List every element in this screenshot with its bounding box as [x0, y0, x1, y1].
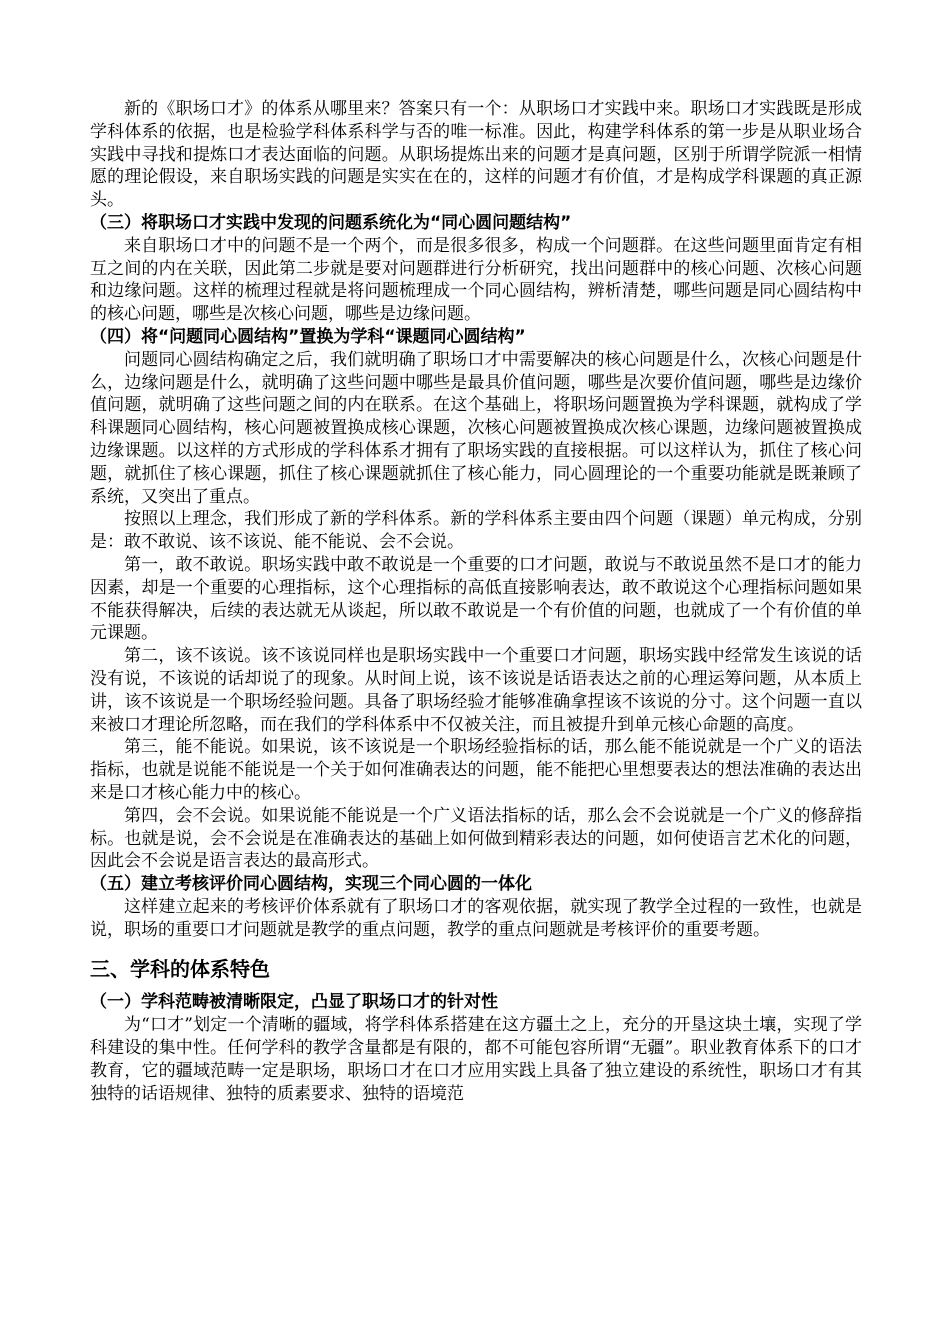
paragraph-first-dare: 第一，敢不敢说。职场实践中敢不敢说是一个重要的口才问题，敢说与不敢说虽然不是口才的能力因素，却是一个重要的心理指标，这个心理指标的高低直接影响表达，敢不敢说这个心理指标问题如果不能获得解决，后续的表达就无从谈起，所以敢不敢说是一个有价值的问题，也就成了一个有价值的单元课题。	[90, 554, 862, 644]
subheading-3-1: （一）学科范畴被清晰限定，凸显了职场口才的针对性	[90, 992, 498, 1013]
subheading-5: （五）建立考核评价同心圆结构，实现三个同心圆的一体化	[90, 874, 532, 895]
paragraph-origin-of-system: 新的《职场口才》的体系从哪里来？答案只有一个：从职场口才实践中来。职场口才实践既是形成学科体系的依据，也是检验学科体系科学与否的唯一标准。因此，构建学科体系的第一步是从职业场合实践中寻找和提炼口才表达面临的问题。从职场提炼出来的问题才是真问题，区别于所谓学院派一相情愿的理论假设，来自职场实践的问题是实实在在的，这样的问题才有价值，才是构成学科课题的真正源头。	[90, 99, 862, 211]
document-page	[90, 98, 862, 1105]
paragraph-third-can: 第三，能不能说。如果说，该不该说是一个职场经验指标的话，那么能不能说就是一个广义的语法指标，也就是说能不能说是一个关于如何准确表达的问题，能不能把心里想要表达的想法准确的表达出来是口才核心能力中的核心。	[90, 737, 862, 803]
paragraph-concentric-replacement: 问题同心圆结构确定之后，我们就明确了职场口才中需要解决的核心问题是什么，次核心问题是什么，边缘问题是什么，就明确了这些问题中哪些是最具价值问题，哪些是次要价值问题，哪些是边缘价值问题，就明确了这些问题之间的内在联系。在这个基础上，将职场问题置换为学科课题，就构成了学科课题同心圆结构，核心问题被置换成核心课题，次核心问题被置换成次核心课题，边缘问题被置换成边缘课题。以这样的方式形成的学科体系才拥有了职场实践的直接根据。可以这样认为，抓住了核心问题，就抓住了核心课题，抓住了核心课题就抓住了核心能力，同心圆理论的一个重要功能就是既兼顾了系统，又突出了重点。	[90, 349, 862, 507]
subheading-3: （三）将职场口才实践中发现的问题系统化为“同心圆问题结构”	[90, 212, 572, 233]
paragraph-fourth-skill: 第四，会不会说。如果说能不能说是一个广义语法指标的话，那么会不会说就是一个广义的修辞指标。也就是说，会不会说是在准确表达的基础上如何做到精彩表达的问题，如何使语言艺术化的问题，因此会不会说是语言表达的最高形式。	[90, 805, 862, 872]
paragraph-second-should: 第二，该不该说。该不该说同样也是职场实践中一个重要口才问题，职场实践中经常发生该说的话没有说，不该说的话却说了的现象。从时间上说，该不该说是话语表达之前的心理运筹问题，从本质上讲，该不该说是一个职场经验问题。具备了职场经验才能够准确拿捏该不该说的分寸。这个问题一直以来被口才理论所忽略，而在我们的学科体系中不仅被关注，而且被提升到单元核心命题的高度。	[90, 646, 862, 735]
paragraph-problem-group: 来自职场口才中的问题不是一个两个，而是很多很多，构成一个问题群。在这些问题里面肯定有相互之间的内在关联，因此第二步就是要对问题群进行分析研究，找出问题群中的核心问题、次核心问题和边缘问题。这样的梳理过程就是将问题梳理成一个同心圆结构，辨析清楚，哪些问题是同心圆结构中的核心问题，哪些是次核心问题，哪些是边缘问题。	[90, 235, 862, 325]
subheading-4: （四）将“问题同心圆结构”置换为学科“课题同心圆结构”	[90, 326, 526, 347]
section-heading-3: 三、学科的体系特色	[90, 957, 270, 982]
paragraph-new-system: 按照以上理念，我们形成了新的学科体系。新的学科体系主要由四个问题（课题）单元构成，分别是：敢不敢说、该不该说、能不能说、会不会说。	[90, 509, 862, 553]
paragraph-scope: 为“口才”划定一个清晰的疆域，将学科体系搭建在这方疆土之上，充分的开垦这块土壤，实现了学科建设的集中性。任何学科的教学含量都是有限的，都不可能包容所谓“无疆”。职业教育体系下的口才教育，它的疆域范畴一定是职场，职场口才在口才应用实践上具备了独立建设的系统性，职场口才有其独特的话语规律、独特的质素要求、独特的语境范	[90, 1015, 862, 1104]
paragraph-assessment: 这样建立起来的考核评价体系就有了职场口才的客观依据，就实现了教学全过程的一致性，也就是说，职场的重要口才问题就是教学的重点问题，教学的重点问题就是考核评价的重要考题。	[90, 896, 862, 940]
